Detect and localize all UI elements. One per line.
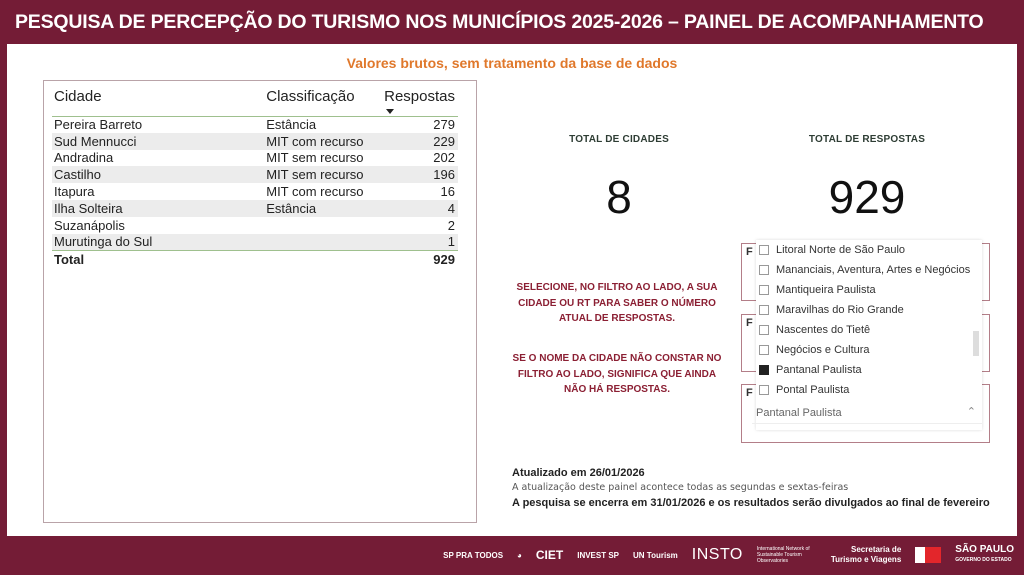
cell-cidade: Castilho (52, 166, 264, 183)
emblem-logo: ◕ (517, 550, 522, 560)
option-label: Mantiqueira Paulista (776, 284, 876, 296)
checkbox-icon[interactable] (759, 265, 769, 275)
option-label: Maravilhas do Rio Grande (776, 304, 904, 316)
cell-respostas: 2 (447, 217, 455, 233)
update-frequency: A atualização deste painel acontece todas as segundas e sextas-feiras (512, 482, 849, 493)
slicer-option[interactable] (756, 340, 982, 360)
cell-classificacao: MIT sem recurso (264, 166, 382, 183)
kpi-cidades-label: TOTAL DE CIDADES (569, 134, 669, 145)
total-label: Total (52, 250, 264, 267)
table-row[interactable] (52, 200, 458, 217)
cell-cidade: Sud Mennucci (52, 133, 264, 150)
checkbox-icon[interactable] (759, 345, 769, 355)
cell-cidade: Ilha Solteira (52, 200, 264, 217)
slicer-title: F (746, 246, 753, 258)
table-row[interactable] (52, 150, 458, 167)
checkbox-checked-icon[interactable] (759, 365, 769, 375)
cell-respostas: 4 (382, 200, 458, 217)
cell-classificacao: MIT com recurso (266, 184, 364, 200)
slicer-title: F (746, 317, 753, 329)
cell-respostas: 279 (433, 117, 455, 133)
slicer-option-selected[interactable] (756, 360, 982, 380)
slicer-selected-value[interactable] (752, 402, 982, 424)
table-row[interactable] (52, 234, 458, 251)
subtitle: Valores brutos, sem tratamento da base de dados (346, 55, 678, 71)
dropdown-scrollbar[interactable] (973, 331, 979, 356)
sp-gov: GOVERNO DO ESTADO (955, 557, 1012, 563)
table-row[interactable] (52, 133, 458, 150)
total-value: 929 (382, 250, 458, 267)
cell-respostas: 1 (382, 234, 458, 251)
checkbox-icon[interactable] (759, 285, 769, 295)
survey-closing-note: A pesquisa se encerra em 31/01/2026 e os resultados serão divulgados ao final de fevereiro (512, 497, 990, 509)
cell-respostas: 196 (382, 166, 458, 183)
secretaria-line1: Secretaria de (851, 545, 902, 554)
slicer-option[interactable] (756, 380, 982, 400)
table-total-row (52, 250, 458, 267)
page-title: PESQUISA DE PERCEPÇÃO DO TURISMO NOS MUNICÍPIOS 2025-2026 – PAINEL DE ACOMPANHAMENTO (15, 11, 984, 33)
column-header-respostas-label: Respostas (384, 88, 455, 105)
slicer-option[interactable] (756, 300, 982, 320)
un-tourism-logo: UN Tourism (633, 550, 678, 560)
slicer-option[interactable] (756, 280, 982, 300)
partner-logos (443, 545, 1014, 565)
secretaria-line2: Turismo e Viagens (830, 555, 902, 564)
slicer-title: F (746, 387, 753, 399)
kpi-respostas-value: 929 (828, 171, 906, 223)
sort-descending-icon (386, 109, 394, 114)
selected-value-label: Pantanal Paulista (756, 407, 842, 419)
option-label: Negócios e Cultura (776, 344, 870, 356)
checkbox-icon[interactable] (759, 305, 769, 315)
cell-classificacao: Estância (266, 117, 317, 133)
column-header-classificacao[interactable]: Classificação (264, 85, 382, 116)
cell-respostas: 16 (440, 184, 455, 200)
responses-table-visual (43, 80, 477, 523)
insto-logo: INSTO (691, 546, 743, 563)
cell-classificacao: Estância (264, 200, 382, 217)
cell-respostas: 229 (382, 133, 458, 150)
option-label: Pontal Paulista (776, 384, 850, 396)
option-label: Pantanal Paulista (776, 364, 862, 376)
option-label: Nascentes do Tietê (776, 324, 871, 336)
cell-cidade: Andradina (54, 150, 114, 166)
cell-classificacao: MIT com recurso (264, 133, 382, 150)
table-row[interactable] (52, 116, 458, 133)
column-header-respostas[interactable] (382, 85, 458, 116)
chevron-up-icon[interactable]: ⌃ (966, 406, 976, 418)
sp-flag-icon (915, 547, 941, 563)
ciet-logo: CIET (535, 548, 564, 562)
slicer-option[interactable] (756, 320, 982, 340)
cell-classificacao (264, 217, 382, 234)
total-empty (264, 250, 382, 267)
option-label: Mananciais, Aventura, Artes e Negócios (776, 264, 971, 276)
cell-cidade: Suzanápolis (54, 217, 125, 233)
column-header-cidade[interactable]: Cidade (52, 85, 264, 116)
checkbox-icon[interactable] (759, 385, 769, 395)
responses-table (52, 85, 458, 267)
sp-name: SÃO PAULO (955, 544, 1014, 555)
cell-cidade: Murutinga do Sul (52, 234, 264, 251)
table-row[interactable] (52, 166, 458, 183)
invest-sp-logo: INVEST SP (577, 550, 620, 560)
checkbox-icon[interactable] (759, 245, 769, 255)
missing-city-note: SE O NOME DA CIDADE NÃO CONSTAR NO FILTRO AO LADO, SIGNIFICA QUE AINDA NÃO HÁ RESPOSTAS. (512, 353, 722, 395)
secretaria-logo (831, 545, 901, 565)
slicer-option[interactable] (756, 260, 982, 280)
sp-pra-todos-logo: SP PRA TODOS (443, 550, 504, 560)
instruction-note: SELECIONE, NO FILTRO AO LADO, A SUA CIDADE OU RT PARA SABER O NÚMERO ATUAL DE RESPOSTAS. (516, 282, 718, 324)
cell-cidade: Pereira Barreto (54, 117, 143, 133)
cell-cidade: Itapura (54, 184, 95, 200)
cell-classificacao (264, 234, 382, 251)
kpi-cidades-value: 8 (606, 171, 632, 223)
option-label: Litoral Norte de São Paulo (776, 244, 906, 256)
sao-paulo-logo (955, 545, 1014, 565)
table-row[interactable] (52, 217, 458, 234)
slicer-option[interactable] (756, 240, 982, 260)
kpi-respostas-label: TOTAL DE RESPOSTAS (808, 134, 926, 145)
checkbox-icon[interactable] (759, 325, 769, 335)
table-row[interactable] (52, 183, 458, 200)
insto-tagline: International Network of Sustainable Tourism Observatories (756, 546, 810, 564)
cell-respostas: 202 (433, 150, 455, 166)
report-canvas (7, 44, 1017, 536)
updated-date: Atualizado em 26/01/2026 (512, 467, 645, 479)
cell-classificacao: MIT sem recurso (266, 150, 364, 166)
footer (0, 536, 1024, 575)
